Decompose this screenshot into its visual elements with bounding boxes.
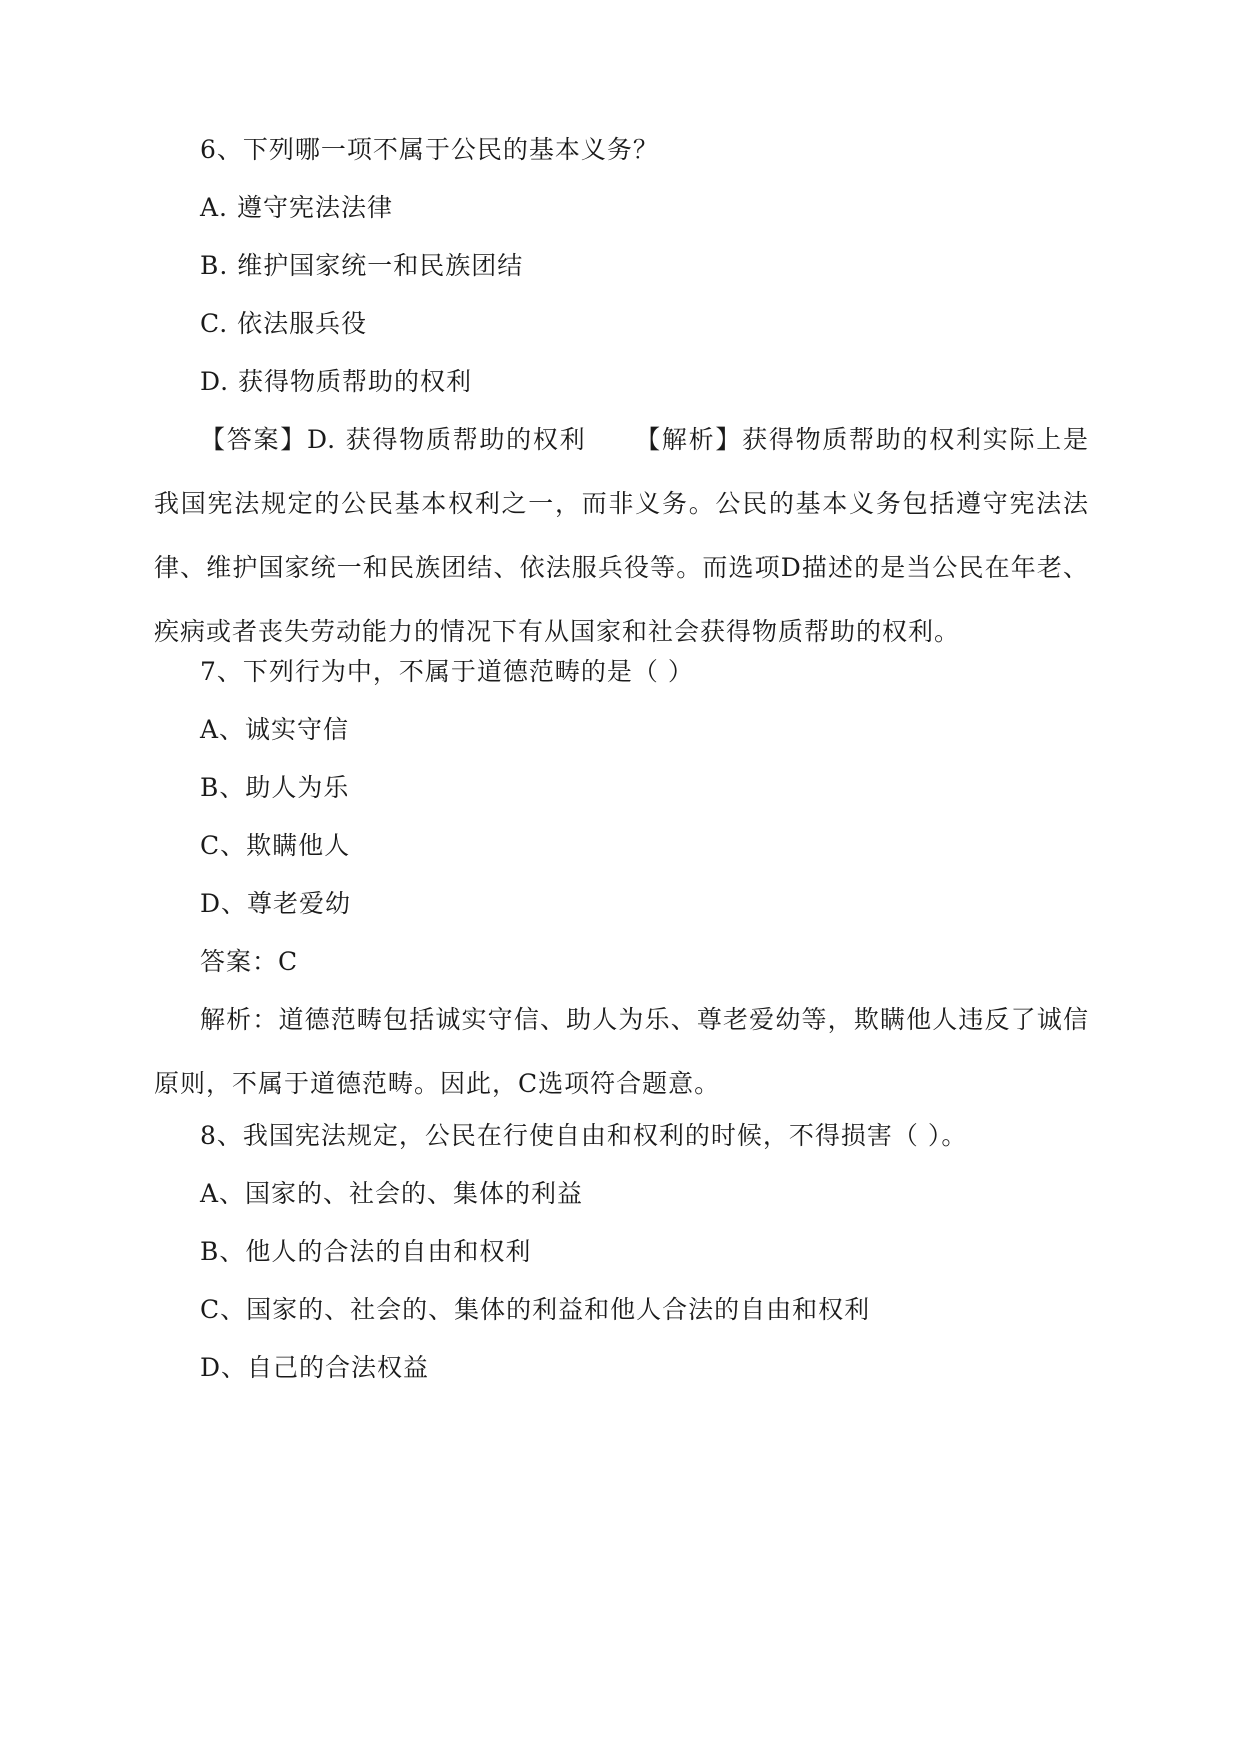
q6-option-a: A. 遵守宪法法律 — [200, 193, 393, 222]
q6-option-d: D. 获得物质帮助的权利 — [200, 367, 473, 396]
q7-option-d: D、尊老爱幼 — [200, 889, 352, 918]
q8-option-d: D、自己的合法权益 — [200, 1353, 430, 1382]
q7-analysis: 解析：道德范畴包括诚实守信、助人为乐、尊老爱幼等，欺瞒他人违反了诚信原则，不属于道德范畴。因此，C选项符合题意。 — [154, 1005, 1089, 1098]
q6-answer: 【答案】D. 获得物质帮助的权利 — [200, 425, 587, 454]
question-7: 7、下列行为中，不属于道德范畴的是（ ） — [200, 657, 694, 686]
q7-option-b: B、助人为乐 — [200, 773, 350, 802]
q6-option-c: C. 依法服兵役 — [200, 309, 368, 338]
q8-option-a: A、国家的、社会的、集体的利益 — [200, 1179, 584, 1208]
q7-answer: 答案：C — [200, 947, 299, 976]
q6-option-b: B. 维护国家统一和民族团结 — [200, 251, 524, 280]
q7-option-a: A、诚实守信 — [200, 715, 350, 744]
q6-analysis: 【解析】获得物质帮助的权利实际上是我国宪法规定的公民基本权利之一，而非义务。公民的基本义务包括遵守宪法法律、维护国家统一和民族团结、依法服兵役等。而选项D描述的是当公民在年老、疾病或者丧失劳动能力的情况下有从国家和社会获得物质帮助的权利。 — [154, 425, 1089, 646]
q6-answer-analysis — [154, 408, 1089, 664]
question-8: 8、我国宪法规定，公民在行使自由和权利的时候，不得损害（ ）。 — [200, 1121, 968, 1150]
q8-option-b: B、他人的合法的自由和权利 — [200, 1237, 532, 1266]
q7-option-c: C、欺瞒他人 — [200, 831, 351, 860]
q8-option-c: C、国家的、社会的、集体的利益和他人合法的自由和权利 — [200, 1295, 871, 1324]
question-6: 6、下列哪一项不属于公民的基本义务？ — [200, 135, 659, 164]
